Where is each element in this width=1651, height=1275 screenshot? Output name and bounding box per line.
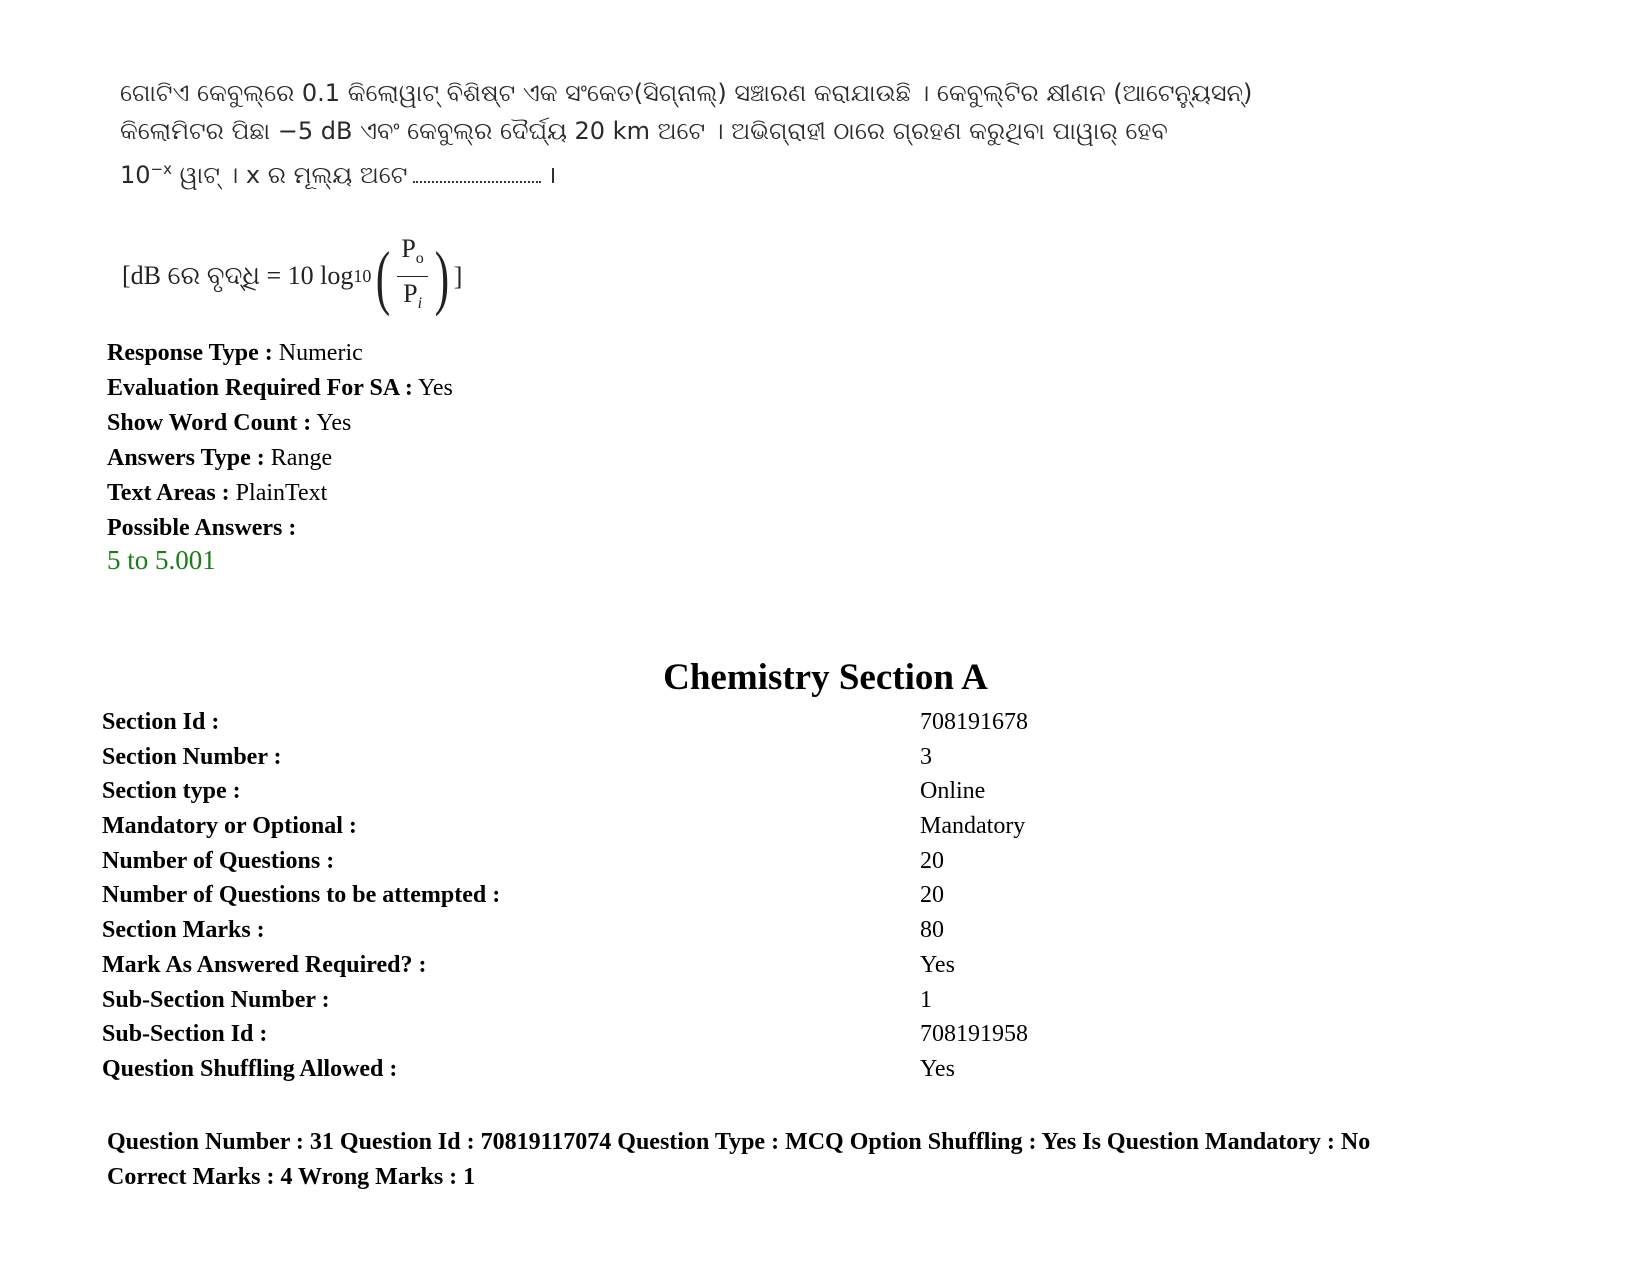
question-line-3-end: । <box>547 161 557 189</box>
meta-row: Answers Type : Range <box>107 445 333 471</box>
power-fraction <box>397 234 427 319</box>
question-line-2: କିଲୋମିଟର ପିଛା −5 dB ଏବଂ କେବୁଲ୍‌ର ଦୈର୍ଘ୍ୟ 20 km ଅଟେ । ଅଭିଗ୍ରାହୀ ଠାରେ ଗ୍ରହଣ କରୁଥିବା ପାୱାର୍ ହେବ <box>120 117 1168 145</box>
response-meta <box>107 336 453 546</box>
formula-suffix: ] <box>453 261 463 291</box>
left-paren: ( <box>376 236 391 317</box>
question-line-3 <box>120 150 1220 194</box>
power-exponent: −x <box>150 160 172 178</box>
formula-log-base: 10 <box>353 266 372 287</box>
meta-row: Text Areas : PlainText <box>107 480 328 506</box>
meta-row: Show Word Count : Yes <box>107 410 352 436</box>
section-row: Section type : Online <box>102 778 986 805</box>
section-row: Section Number : 3 <box>102 743 932 770</box>
question-info-line-1: Question Number : 31 Question Id : 70819117074 Question Type : MCQ Option Shuffling : Yes Is Question Mandatory : No <box>107 1129 1371 1155</box>
section-row: Mark As Answered Required? : Yes <box>102 951 955 978</box>
meta-row: Possible Answers : <box>107 515 297 541</box>
question-line-1: ଗୋଟିଏ କେବୁଲ୍‌ରେ 0.1 କିଲୋୱାଟ୍ ବିଶିଷ୍ଟ ଏକ ସଂକେତ(ସିଗ୍ନାଲ୍) ସଞ୍ଚାରଣ କରାଯାଉଛି । କେବୁଲ୍‌ଟିର କ୍ଷୀଣନ (ଆଟେନ୍ୟୁସନ୍) <box>120 79 1253 107</box>
fraction-numerator: $P_o$ <box>397 234 427 277</box>
section-row: Number of Questions to be attempted : 20 <box>102 882 944 909</box>
meta-row: Response Type : Numeric <box>107 340 363 366</box>
question-info <box>107 1125 1370 1195</box>
fraction-denominator: $P_i$ <box>403 279 423 313</box>
right-paren: ) <box>434 236 449 317</box>
section-row: Sub-Section Id : 708191958 <box>102 1021 1028 1048</box>
power-base: 10 <box>120 161 151 189</box>
section-details-table <box>102 705 1102 1087</box>
question-line-3-text: ୱାଟ୍ । x ର ମୂଲ୍ୟ ଅଟେ <box>172 161 408 189</box>
formula-prefix: [dB ରେ ବୃଦ୍ଧି = 10 log <box>122 261 354 291</box>
section-row: Number of Questions : 20 <box>102 847 944 874</box>
meta-row: Evaluation Required For SA : Yes <box>107 375 453 401</box>
section-row: Section Marks : 80 <box>102 917 944 944</box>
section-title: Chemistry Section A <box>663 657 988 698</box>
question-text-image <box>120 74 1253 194</box>
section-row: Mandatory or Optional : Mandatory <box>102 813 1026 840</box>
section-row: Section Id : 708191678 <box>102 709 1028 735</box>
formula <box>122 234 462 319</box>
section-row: Question Shuffling Allowed : Yes <box>102 1055 955 1082</box>
section-row: Sub-Section Number : 1 <box>102 986 932 1013</box>
question-info-line-2: Correct Marks : 4 Wrong Marks : 1 <box>107 1164 476 1190</box>
possible-answer-value: 5 to 5.001 <box>107 545 216 575</box>
answer-blank <box>413 161 541 183</box>
